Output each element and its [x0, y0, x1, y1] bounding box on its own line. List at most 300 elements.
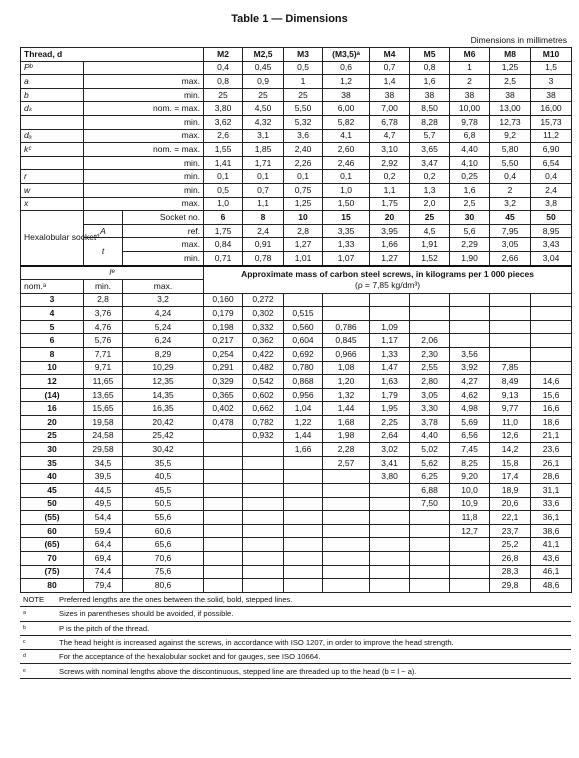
mass-value: 2,55 — [410, 361, 450, 375]
value-cell: 0,2 — [410, 170, 450, 184]
mass-row — [21, 443, 572, 457]
min-length: 44,5 — [84, 484, 123, 498]
mass-value: 41,1 — [531, 538, 572, 552]
dimension-row — [21, 75, 572, 89]
mass-value: 12,6 — [490, 429, 531, 443]
mass-value: 25,2 — [490, 538, 531, 552]
hex-value: 1,90 — [450, 251, 490, 265]
mass-value — [243, 565, 284, 579]
mass-value — [243, 470, 284, 484]
mass-value — [410, 320, 450, 334]
value-cell: 1,5 — [531, 61, 572, 75]
value-cell: 1,1 — [243, 197, 284, 211]
value-cell: 1 — [450, 61, 490, 75]
hex-value: 4,5 — [410, 224, 450, 238]
min-length: 11,65 — [84, 375, 123, 389]
value-cell: 25 — [243, 88, 284, 102]
mass-value: 3,02 — [370, 443, 410, 457]
mass-value — [450, 565, 490, 579]
max-length: 20,42 — [123, 416, 204, 430]
mass-value: 36,1 — [531, 511, 572, 525]
mass-value — [490, 320, 531, 334]
mass-value — [410, 307, 450, 321]
mass-value: 8,25 — [450, 456, 490, 470]
value-cell: 0,5 — [204, 183, 243, 197]
min-length: 64,4 — [84, 538, 123, 552]
nominal-length: 10 — [21, 361, 84, 375]
mass-value: 2,06 — [410, 334, 450, 348]
value-cell: 1,6 — [450, 183, 490, 197]
mass-row — [21, 579, 572, 593]
mass-heading — [204, 266, 572, 294]
hex-qualifier: max. — [123, 238, 204, 252]
mass-value: 3,30 — [410, 402, 450, 416]
mass-value: 0,602 — [243, 388, 284, 402]
mass-value: 2,64 — [370, 429, 410, 443]
nominal-length: (65) — [21, 538, 84, 552]
mass-value — [284, 456, 323, 470]
mass-value: 5,02 — [410, 443, 450, 457]
mass-value — [410, 579, 450, 593]
value-cell: 2 — [490, 183, 531, 197]
mass-value: 12,7 — [450, 524, 490, 538]
mass-value: 0,542 — [243, 375, 284, 389]
size-header: M8 — [490, 48, 531, 62]
value-cell: 5,50 — [284, 102, 323, 116]
mass-value: 4,40 — [410, 429, 450, 443]
hex-value: 2,8 — [284, 224, 323, 238]
symbol-cell — [21, 115, 84, 129]
min-length: 13,65 — [84, 388, 123, 402]
mass-value: 9,20 — [450, 470, 490, 484]
hex-symbol-a: A — [84, 224, 123, 238]
max-length: 25,42 — [123, 429, 204, 443]
note-text: P is the pitch of the thread. — [59, 623, 150, 633]
qualifier-cell: min. — [84, 183, 204, 197]
value-cell: 0,9 — [243, 75, 284, 89]
value-cell: 1,41 — [204, 156, 243, 170]
max-length: 80,6 — [123, 579, 204, 593]
mass-value: 0,482 — [243, 361, 284, 375]
mass-value — [450, 579, 490, 593]
mass-row — [21, 375, 572, 389]
value-cell: 0,2 — [370, 170, 410, 184]
value-cell: 2,6 — [204, 129, 243, 143]
mass-header-row — [21, 266, 572, 280]
hex-value: 0,91 — [243, 238, 284, 252]
value-cell: 9,78 — [450, 115, 490, 129]
min-length: 49,5 — [84, 497, 123, 511]
nominal-length: 16 — [21, 402, 84, 416]
min-length: 74,4 — [84, 565, 123, 579]
mass-value: 0,692 — [284, 348, 323, 362]
mass-value: 0,560 — [284, 320, 323, 334]
min-length: 34,5 — [84, 456, 123, 470]
mass-value: 0,662 — [243, 402, 284, 416]
max-length: 50,5 — [123, 497, 204, 511]
note-text: Screws with nominal lengths above the discontinuous, stepped line are threaded up to the head (b = l − a). — [59, 666, 417, 676]
mass-value: 16,6 — [531, 402, 572, 416]
max-length: 35,5 — [123, 456, 204, 470]
mass-value — [410, 293, 450, 307]
mass-value — [284, 470, 323, 484]
length-label: lᵉ — [21, 266, 204, 280]
hex-value: 1,75 — [204, 224, 243, 238]
dimension-row — [21, 143, 572, 157]
min-length: 29,58 — [84, 443, 123, 457]
value-cell: 4,32 — [243, 115, 284, 129]
value-cell: 5,82 — [323, 115, 370, 129]
hex-value: 1,27 — [370, 251, 410, 265]
mass-value: 6,56 — [450, 429, 490, 443]
mass-value — [370, 307, 410, 321]
mass-value — [323, 293, 370, 307]
mass-value — [490, 348, 531, 362]
mass-value: 0,845 — [323, 334, 370, 348]
value-cell: 2,4 — [531, 183, 572, 197]
note-key: NOTE — [23, 595, 45, 605]
hex-qualifier: min. — [123, 251, 204, 265]
max-length: 45,5 — [123, 484, 204, 498]
mass-value — [531, 348, 572, 362]
mass-value: 6,25 — [410, 470, 450, 484]
mass-value: 1,32 — [323, 388, 370, 402]
note-row — [20, 664, 571, 678]
size-header: M2 — [204, 48, 243, 62]
value-cell: 6,00 — [323, 102, 370, 116]
value-cell: 13,00 — [490, 102, 531, 116]
mass-value: 1,66 — [284, 443, 323, 457]
mass-value: 23,6 — [531, 443, 572, 457]
min-length: 59,4 — [84, 524, 123, 538]
hex-value: 1,52 — [410, 251, 450, 265]
mass-value — [323, 524, 370, 538]
mass-value: 11,8 — [450, 511, 490, 525]
mass-row — [21, 511, 572, 525]
mass-value: 23,7 — [490, 524, 531, 538]
mass-value: 0,365 — [204, 388, 243, 402]
value-cell: 2 — [450, 75, 490, 89]
value-cell: 3,80 — [204, 102, 243, 116]
symbol-cell: dₐ — [21, 129, 84, 143]
qualifier-cell: max. — [84, 197, 204, 211]
value-cell: 1,50 — [323, 197, 370, 211]
mass-value: 0,160 — [204, 293, 243, 307]
symbol-cell: kᶜ — [21, 143, 84, 157]
nominal-length: 20 — [21, 416, 84, 430]
mass-value — [284, 497, 323, 511]
hex-value: 2,4 — [243, 224, 284, 238]
mass-value: 38,6 — [531, 524, 572, 538]
mass-row — [21, 456, 572, 470]
qualifier-cell: min. — [84, 156, 204, 170]
mass-value — [370, 579, 410, 593]
mass-value: 28,6 — [531, 470, 572, 484]
mass-value: 0,956 — [284, 388, 323, 402]
dimension-row — [21, 102, 572, 116]
value-cell: 0,75 — [284, 183, 323, 197]
hexalobular-row — [21, 238, 572, 252]
hex-value: 3,35 — [323, 224, 370, 238]
min-length: 3,76 — [84, 307, 123, 321]
mass-row — [21, 551, 572, 565]
mass-value — [323, 470, 370, 484]
value-cell: 3,1 — [243, 129, 284, 143]
value-cell: 7,00 — [370, 102, 410, 116]
mass-value — [284, 293, 323, 307]
qualifier-cell: min. — [84, 88, 204, 102]
value-cell: 6,8 — [450, 129, 490, 143]
value-cell: 11,2 — [531, 129, 572, 143]
mass-value: 14,2 — [490, 443, 531, 457]
nominal-length: 8 — [21, 348, 84, 362]
value-cell: 10,00 — [450, 102, 490, 116]
note-key: ᶜ — [23, 638, 26, 648]
hex-value: 3,04 — [531, 251, 572, 265]
symbol-cell — [21, 156, 84, 170]
mass-value — [204, 538, 243, 552]
dimensions-table-body — [21, 48, 572, 593]
nominal-length: 40 — [21, 470, 84, 484]
qualifier-cell — [84, 61, 204, 75]
min-length: 4,76 — [84, 320, 123, 334]
mass-value — [204, 565, 243, 579]
mass-row — [21, 538, 572, 552]
mass-value: 1,79 — [370, 388, 410, 402]
mass-value — [284, 538, 323, 552]
mass-value — [490, 334, 531, 348]
mass-value: 11,0 — [490, 416, 531, 430]
value-cell: 5,80 — [490, 143, 531, 157]
dimension-row — [21, 61, 572, 75]
nom-label: nom.ᵃ — [21, 280, 84, 294]
mass-value — [410, 511, 450, 525]
mass-value — [243, 524, 284, 538]
value-cell: 1,3 — [410, 183, 450, 197]
mass-value: 0,932 — [243, 429, 284, 443]
note-text: For the acceptance of the hexalobular socket and for gauges, see ISO 10664. — [59, 652, 321, 662]
mass-value — [490, 293, 531, 307]
nominal-length: 50 — [21, 497, 84, 511]
hex-value: 1,66 — [370, 238, 410, 252]
value-cell: 0,4 — [204, 61, 243, 75]
size-header: M5 — [410, 48, 450, 62]
mass-value — [243, 443, 284, 457]
mass-value — [531, 320, 572, 334]
symbol-cell: w — [21, 183, 84, 197]
hex-group-label: Hexalobular socketᵈ — [21, 211, 84, 266]
mass-value — [370, 538, 410, 552]
hexalobular-row — [21, 211, 572, 225]
mass-value — [284, 565, 323, 579]
mass-value — [370, 565, 410, 579]
note-row — [20, 593, 571, 607]
value-cell: 3,2 — [490, 197, 531, 211]
value-cell: 1,55 — [204, 143, 243, 157]
min-length: 54,4 — [84, 511, 123, 525]
mass-value: 0,254 — [204, 348, 243, 362]
mass-row — [21, 388, 572, 402]
mass-value: 0,217 — [204, 334, 243, 348]
min-length: 9,71 — [84, 361, 123, 375]
note-row — [20, 622, 571, 636]
nominal-length: 60 — [21, 524, 84, 538]
value-cell: 0,25 — [450, 170, 490, 184]
mass-value: 0,782 — [243, 416, 284, 430]
mass-value: 18,6 — [531, 416, 572, 430]
value-cell: 0,4 — [531, 170, 572, 184]
value-cell: 4,40 — [450, 143, 490, 157]
max-length: 5,24 — [123, 320, 204, 334]
value-cell: 1,2 — [323, 75, 370, 89]
value-cell: 1,25 — [490, 61, 531, 75]
mass-value — [490, 307, 531, 321]
value-cell: 38 — [490, 88, 531, 102]
mass-value — [243, 484, 284, 498]
mass-value — [370, 497, 410, 511]
min-length: 2,8 — [84, 293, 123, 307]
mass-value — [370, 524, 410, 538]
mass-value: 9,77 — [490, 402, 531, 416]
mass-value: 20,6 — [490, 497, 531, 511]
nominal-length: 45 — [21, 484, 84, 498]
mass-value: 7,50 — [410, 497, 450, 511]
note-row — [20, 650, 571, 664]
mass-value: 6,88 — [410, 484, 450, 498]
mass-value: 21,1 — [531, 429, 572, 443]
mass-value — [323, 307, 370, 321]
hex-value: 1,27 — [284, 238, 323, 252]
nominal-length: 80 — [21, 579, 84, 593]
mass-value: 8,49 — [490, 375, 531, 389]
size-header: M3 — [284, 48, 323, 62]
value-cell: 5,50 — [490, 156, 531, 170]
qualifier-cell: min. — [84, 115, 204, 129]
note-row — [20, 607, 571, 621]
value-cell: 2,40 — [284, 143, 323, 157]
value-cell: 3 — [531, 75, 572, 89]
mass-row — [21, 320, 572, 334]
value-cell: 5,7 — [410, 129, 450, 143]
nominal-length: 70 — [21, 551, 84, 565]
max-length: 8,29 — [123, 348, 204, 362]
note-text: Sizes in parentheses should be avoided, if possible. — [59, 609, 234, 619]
qualifier-cell: nom. = max. — [84, 102, 204, 116]
max-length: 12,35 — [123, 375, 204, 389]
value-cell: 15,73 — [531, 115, 572, 129]
value-cell: 0,1 — [204, 170, 243, 184]
dimension-row — [21, 115, 572, 129]
note-key: ᵃ — [23, 609, 26, 619]
value-cell: 2,5 — [490, 75, 531, 89]
value-cell: 3,8 — [531, 197, 572, 211]
mass-value: 0,478 — [204, 416, 243, 430]
mass-value: 1,98 — [323, 429, 370, 443]
size-header: M6 — [450, 48, 490, 62]
nominal-length: (55) — [21, 511, 84, 525]
mass-value: 31,1 — [531, 484, 572, 498]
mass-value: 3,78 — [410, 416, 450, 430]
hex-value: 1,01 — [284, 251, 323, 265]
mass-value: 4,27 — [450, 375, 490, 389]
hex-value: 3,95 — [370, 224, 410, 238]
nominal-length: 35 — [21, 456, 84, 470]
mass-value: 4,98 — [450, 402, 490, 416]
mass-heading-line1: Approximate mass of carbon steel screws, in kilograms per 1 000 pieces — [241, 268, 534, 279]
max-length: 60,6 — [123, 524, 204, 538]
value-cell: 12,73 — [490, 115, 531, 129]
max-length: 75,6 — [123, 565, 204, 579]
max-length: 4,24 — [123, 307, 204, 321]
min-length: 15,65 — [84, 402, 123, 416]
mass-value — [284, 524, 323, 538]
note-key: ᵇ — [23, 623, 26, 633]
mass-value: 0,422 — [243, 348, 284, 362]
note-key: ᵈ — [23, 652, 26, 662]
mass-value: 5,69 — [450, 416, 490, 430]
mass-value: 26,1 — [531, 456, 572, 470]
mass-value: 43,6 — [531, 551, 572, 565]
hex-value: 1,91 — [410, 238, 450, 252]
mass-value: 2,30 — [410, 348, 450, 362]
mass-value — [243, 456, 284, 470]
value-cell: 1,71 — [243, 156, 284, 170]
mass-value: 1,17 — [370, 334, 410, 348]
min-length: 19,58 — [84, 416, 123, 430]
mass-value: 1,22 — [284, 416, 323, 430]
mass-value: 0,179 — [204, 307, 243, 321]
value-cell: 0,1 — [284, 170, 323, 184]
mass-value: 0,329 — [204, 375, 243, 389]
value-cell: 1,75 — [370, 197, 410, 211]
mass-value — [204, 470, 243, 484]
mass-row — [21, 416, 572, 430]
mass-value: 17,4 — [490, 470, 531, 484]
mass-row — [21, 565, 572, 579]
nominal-length: 3 — [21, 293, 84, 307]
hex-value: 15 — [323, 211, 370, 225]
value-cell: 2,5 — [450, 197, 490, 211]
hex-value: 10 — [284, 211, 323, 225]
mass-value: 0,604 — [284, 334, 323, 348]
value-cell: 16,00 — [531, 102, 572, 116]
value-cell: 0,4 — [490, 170, 531, 184]
mass-value: 3,56 — [450, 348, 490, 362]
value-cell: 1,4 — [370, 75, 410, 89]
value-cell: 2,26 — [284, 156, 323, 170]
hex-value: 2,29 — [450, 238, 490, 252]
value-cell: 5,32 — [284, 115, 323, 129]
mass-value: 1,68 — [323, 416, 370, 430]
nominal-length: (75) — [21, 565, 84, 579]
size-header: M4 — [370, 48, 410, 62]
units-note: Dimensions in millimetres — [470, 35, 567, 45]
mass-value: 14,6 — [531, 375, 572, 389]
hex-value: 0,71 — [204, 251, 243, 265]
value-cell: 2,92 — [370, 156, 410, 170]
hex-value: 3,05 — [490, 238, 531, 252]
mass-value — [410, 524, 450, 538]
hex-symbol-blank — [84, 211, 123, 225]
dimension-row — [21, 170, 572, 184]
mass-value — [450, 551, 490, 565]
mass-value: 46,1 — [531, 565, 572, 579]
qualifier-cell: max. — [84, 129, 204, 143]
mass-value — [204, 484, 243, 498]
nominal-length: 12 — [21, 375, 84, 389]
mass-value — [243, 497, 284, 511]
mass-value: 29,8 — [490, 579, 531, 593]
